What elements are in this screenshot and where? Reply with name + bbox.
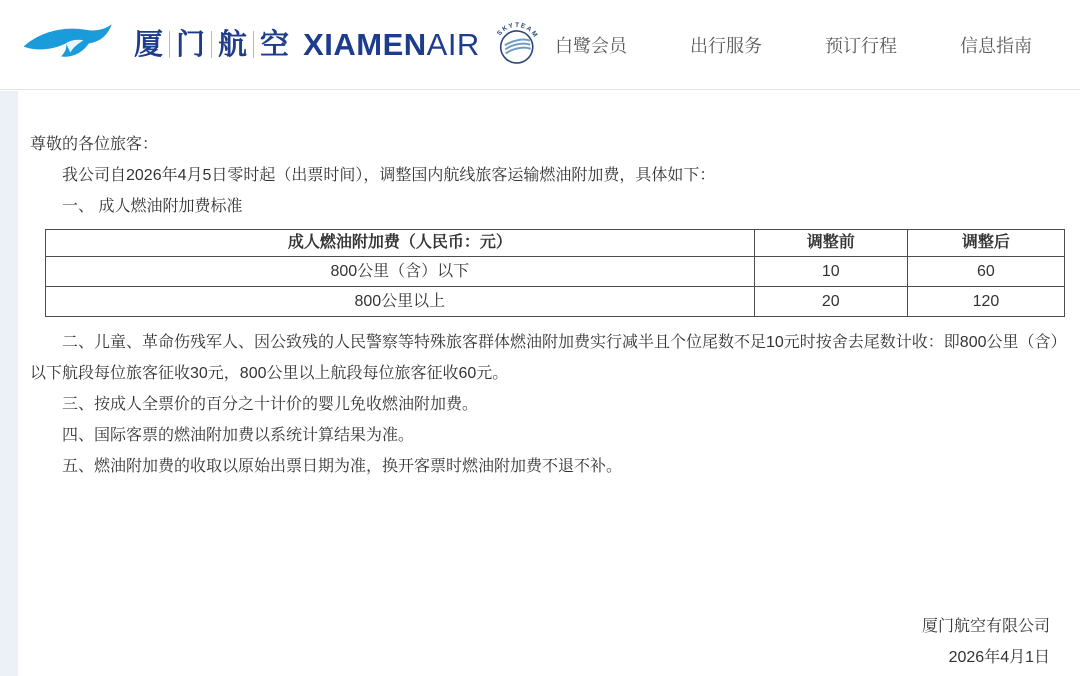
salutation: 尊敬的各位旅客： [30, 136, 159, 153]
notice-body [0, 91, 1080, 676]
logo-en-light: AIR [426, 26, 480, 62]
fuel-table-cell: 60 [907, 257, 1064, 287]
intro-paragraph: 我公司自2026年4月5日零时起（出票时间），调整国内航线旅客运输燃油附加费，具体如下： [62, 167, 716, 184]
fuel-table-cell: 20 [754, 287, 907, 317]
fuel-table-cell: 800公里以上 [46, 287, 755, 317]
item-3-paragraph: 三、按成人全票价的百分之十计价的婴儿免收燃油附加费。 [62, 396, 479, 413]
main-nav [555, 32, 1080, 58]
fuel-table-header-cell: 成人燃油附加费（人民币：元） [46, 230, 755, 257]
signature-date: 2026年4月1日 [948, 649, 1050, 666]
item-4-paragraph: 四、国际客票的燃油附加费以系统计算结果为准。 [62, 427, 415, 444]
logo-en-bold: XIAMEN [303, 26, 427, 62]
fuel-table-cell: 800公里（含）以下 [46, 257, 755, 287]
nav-item-member[interactable]: 白鹭会员 [555, 35, 627, 56]
logo-cn-char: 厦 [134, 28, 164, 61]
fuel-table-row [46, 287, 1065, 317]
nav-item-travel-service[interactable]: 出行服务 [690, 35, 762, 56]
logo-cn-char: 空 [260, 28, 290, 61]
svg-text:SKYTEAM [495, 18, 540, 41]
nav-item-booking[interactable]: 预订行程 [825, 35, 897, 56]
logo-chinese-text [128, 28, 295, 62]
site-header [0, 0, 1080, 90]
logo-cn-char: 门 [176, 28, 206, 61]
fuel-table-cell: 120 [907, 287, 1064, 317]
item-5-paragraph: 五、燃油附加费的收取以原始出票日期为准，换开客票时燃油附加费不退不补。 [62, 458, 623, 475]
fuel-table-header-cell: 调整后 [907, 230, 1064, 257]
item-2-paragraph: 二、儿童、革命伤残军人、因公致残的人民警察等特殊旅客群体燃油附加费实行减半且个位尾数不足10元时按舍去尾数计收：即800公里（含）以下航段每位旅客征收30元，800公里以上航段每位旅客征收60元。 [30, 334, 1059, 382]
fuel-table-cell: 10 [754, 257, 907, 287]
fuel-table-row [46, 257, 1065, 287]
egret-bird-icon [22, 19, 114, 71]
nav-item-info-guide[interactable]: 信息指南 [960, 35, 1032, 56]
logo-english-text [303, 27, 480, 63]
skyteam-alliance-icon [489, 16, 545, 72]
fuel-table-header-cell: 调整前 [754, 230, 907, 257]
logo-cn-char: 航 [218, 28, 248, 61]
xiamenair-logo[interactable] [22, 19, 542, 71]
fuel-table-head-row [46, 230, 1065, 257]
signature-block [30, 611, 1065, 673]
signature-company: 厦门航空有限公司 [921, 618, 1050, 635]
skyteam-arc-text: SKYTEAM [495, 21, 540, 40]
item-1-title: 一、 成人燃油附加费标准 [62, 198, 243, 215]
fuel-surcharge-table [45, 229, 1065, 317]
